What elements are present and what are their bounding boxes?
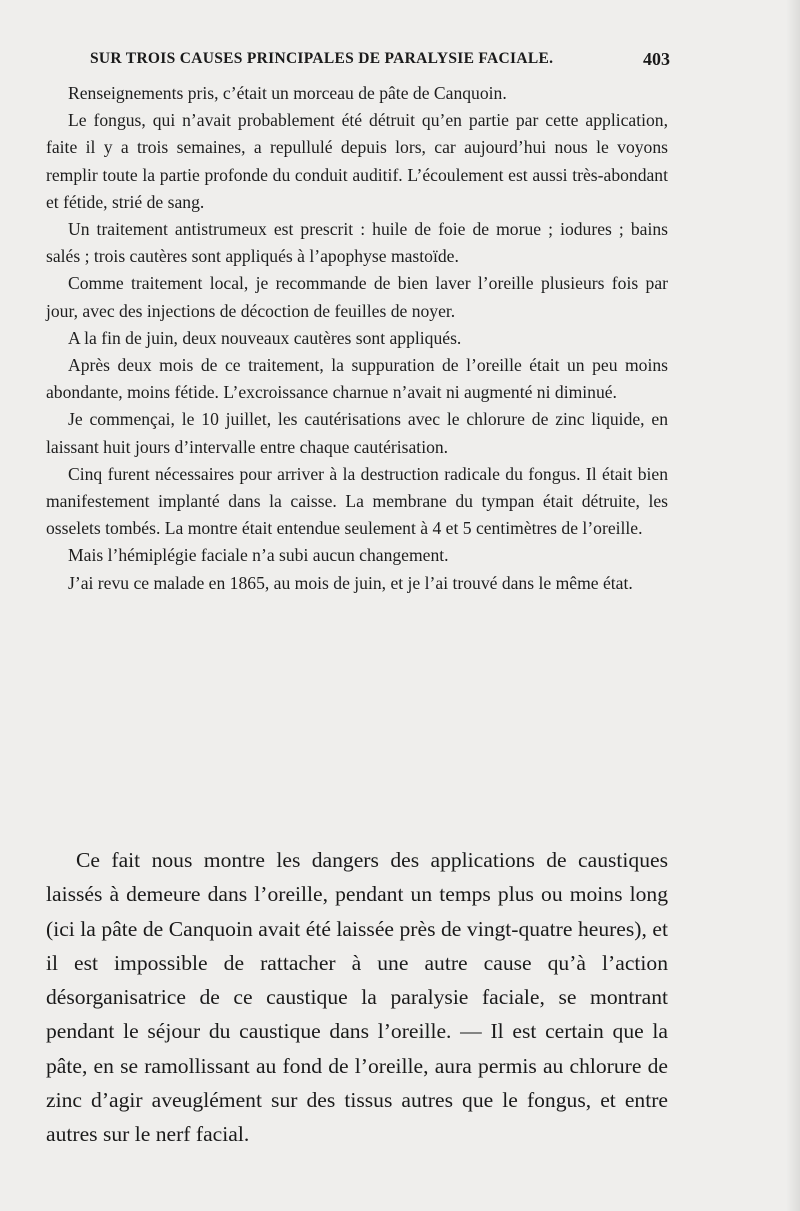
paragraph: Un traitement antistrumeux est prescrit : huile de foie de morue ; iodures ; bains salés ; trois cautères sont appliqués à l’apophyse mastoïde. <box>46 219 668 267</box>
paragraph: Comme traitement local, je recommande de bien laver l’oreille plusieurs fois par jour, avec des injections de décoction de feuilles de noyer. <box>46 273 668 321</box>
running-title: SUR TROIS CAUSES PRINCIPALES DE PARALYSIE FACIALE. <box>90 50 554 67</box>
paragraph: A la fin de juin, deux nouveaux cautères sont appliqués. <box>68 327 462 348</box>
paragraph: Ce fait nous montre les dangers des applications de caustiques laissés à demeure dans l’oreille, pendant un temps plus ou moins long (ici la pâte de Canquoin avait été laissée près de vingt-quatre heures), et il est impossible de rattacher à une autre cause qu’à l’action désorganisatrice de ce caustique la paralysie faciale, se montrant pendant le séjour du caustique dans l’oreille. — Il est certain que la pâte, en se ramollissant au fond de l’oreille, aura permis au chlorure de zinc d’agir aveuglément sur des tissus autres que le fongus, et entre autres sur le nerf facial. <box>46 848 668 1147</box>
paragraph: J’ai revu ce malade en 1865, au mois de juin, et je l’ai trouvé dans le même état. <box>68 572 633 593</box>
paragraph: Cinq furent nécessaires pour arriver à la destruction radicale du fongus. Il était bien manifestement implanté dans la caisse. La membrane du tympan était détruite, les osselets tombés. La montre était entendue seulement à 4 et 5 centimètres de l’oreille. <box>46 463 668 539</box>
paragraph: Après deux mois de ce traitement, la suppuration de l’oreille était un peu moins abondante, moins fétide. L’excroissance charnue n’avait ni augmenté ni diminué. <box>46 355 668 403</box>
page-header <box>90 44 670 74</box>
paragraph: Le fongus, qui n’avait probablement été détruit qu’en partie par cette application, faite il y a trois semaines, a repullulé depuis lors, car aujourd’hui nous le voyons remplir toute la partie profonde du conduit auditif. L’écoulement est aussi très-abondant et fétide, strié de sang. <box>46 110 668 212</box>
paragraph: Mais l’hémiplégie faciale n’a subi aucun changement. <box>68 545 449 566</box>
page-number: 403 <box>643 49 670 69</box>
case-report-text <box>46 80 668 597</box>
paragraph: Renseignements pris, c’était un morceau de pâte de Canquoin. <box>68 83 507 103</box>
paragraph: Je commençai, le 10 juillet, les cautérisations avec le chlorure de zinc liquide, en laissant huit jours d’intervalle entre chaque cautérisation. <box>46 409 668 457</box>
commentary-text <box>46 843 668 1152</box>
